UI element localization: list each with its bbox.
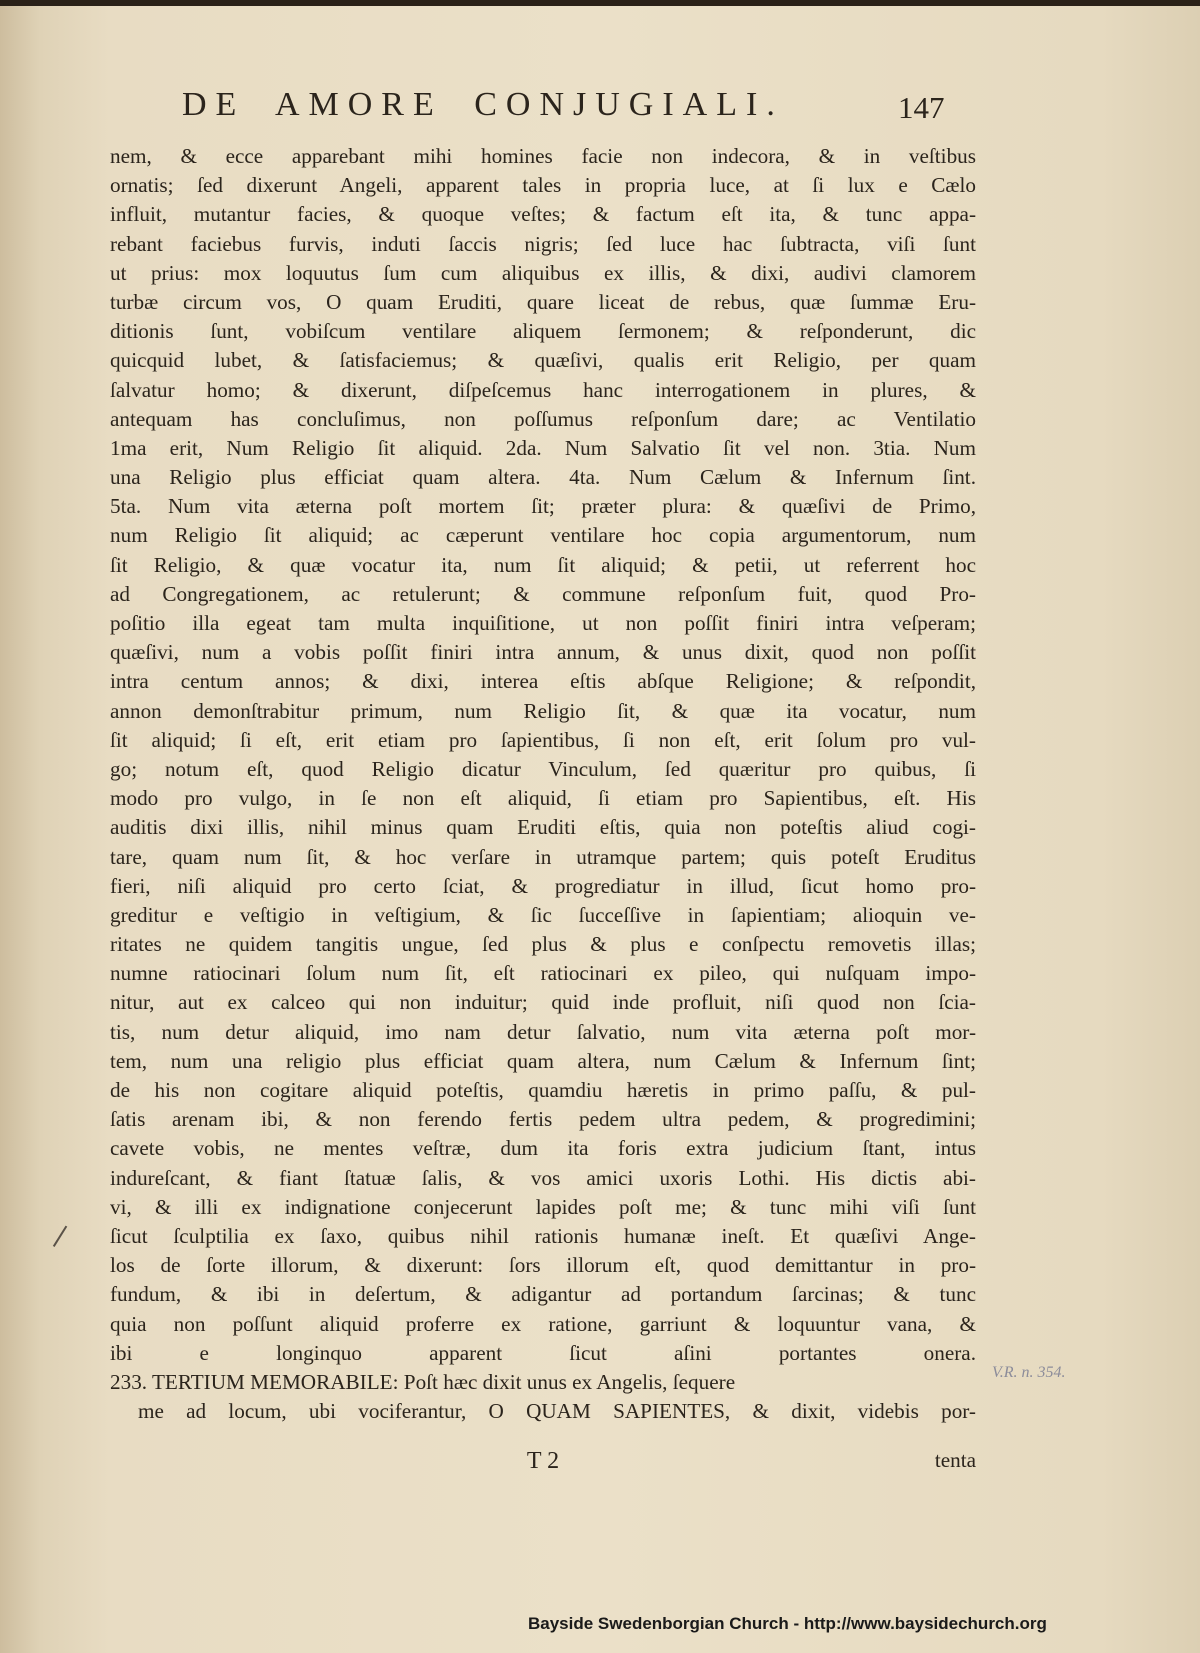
text-line: cavete vobis, ne mentes veſtræ, dum ita foris extra judicium ſtant, intus — [110, 1136, 976, 1161]
text-line: turbæ circum vos, O quam Eruditi, quare liceat de rebus, quæ ſummæ Eru- — [110, 289, 976, 314]
text-line: tem, num una religio plus efficiat quam altera, num Cælum & Infernum ſint; — [110, 1048, 976, 1073]
text-line: fieri, niſi aliquid pro certo ſciat, & progrediatur in illud, ſicut homo pro- — [110, 873, 976, 898]
text-line: nem, & ecce apparebant mihi homines facie non indecora, & in veſtibus — [110, 144, 976, 168]
page-number: 147 — [898, 90, 945, 125]
text-line: ut prius: mox loquutus ſum cum aliquibus ex illis, & dixi, audivi clamorem — [110, 260, 976, 285]
page-top-edge — [0, 0, 1200, 6]
margin-annotation: V.R. n. 354. — [992, 1364, 1066, 1381]
page-footer — [110, 1448, 976, 1478]
text-line: greditur e veſtigio in veſtigium, & ſic ſucceſſive in ſapientiam; alioquin ve- — [110, 902, 976, 927]
text-line: go; notum eſt, quod Religio dicatur Vinculum, ſed quæritur pro quibus, ſi — [110, 756, 976, 781]
text-line: de his non cogitare aliquid poteſtis, quamdiu hæretis in primo paſſu, & pul- — [110, 1078, 976, 1102]
text-line: 233. TERTIUM MEMORABILE: Poſt hæc dixit unus ex Angelis, ſequere — [110, 1369, 736, 1394]
text-line: ditionis ſunt, vobiſcum ventilare aliquem ſermonem; & reſponderunt, dic — [110, 319, 976, 344]
text-line: nitur, aut ex calceo qui non induitur; quid inde profluit, niſi quod non ſcia- — [110, 990, 976, 1015]
text-line: intra centum annos; & dixi, interea eſtis abſque Religione; & reſpondit, — [110, 669, 976, 694]
text-line: auditis dixi illis, nihil minus quam Eruditi eſtis, quia non poteſtis aliud cogi- — [110, 815, 976, 840]
text-line: quæſivi, num a vobis poſſit finiri intra annum, & unus dixit, quod non poſſit — [110, 640, 976, 665]
signature-mark: T 2 — [526, 1448, 560, 1474]
text-line: num Religio ſit aliquid; ac cæperunt ventilare hoc copia argumentorum, num — [110, 523, 976, 548]
text-line: quicquid lubet, & ſatisfaciemus; & quæſivi, qualis erit Religio, per quam — [110, 348, 976, 373]
text-line: ſatis arenam ibi, & non ferendo fertis pedem ultra pedem, & progredimini; — [110, 1107, 976, 1132]
text-line: vi, & illi ex indignatione conjecerunt lapides poſt me; & tunc mihi viſi ſunt — [110, 1194, 976, 1219]
text-line: 1ma erit, Num Religio ſit aliquid. 2da. Num Salvatio ſit vel non. 3tia. Num — [110, 435, 976, 460]
pencil-mark-icon — [53, 1226, 79, 1255]
text-line: tis, num detur aliquid, imo nam detur ſalvatio, num vita æterna poſt mor- — [110, 1019, 976, 1044]
text-line: rebant faciebus furvis, induti ſaccis nigris; ſed luce hac ſubtracta, viſi ſunt — [110, 231, 976, 256]
text-line: 5ta. Num vita æterna poſt mortem ſit; præter plura: & quæſivi de Primo, — [110, 494, 976, 519]
site-watermark: Bayside Swedenborgian Church - http://www.baysidechurch.org — [528, 1614, 1047, 1633]
section-heading-line: me ad locum, ubi vociferantur, O QUAM SAPIENTES, & dixit, videbis por- — [138, 1399, 976, 1424]
text-line: indureſcant, & fiant ſtatuæ ſalis, & vos amici uxoris Lothi. His dictis abi- — [110, 1165, 976, 1190]
text-line: quia non poſſunt aliquid proferre ex ratione, garriunt & loquuntur vana, & — [110, 1311, 976, 1336]
text-line: ſalvatur homo; & dixerunt, diſpeſcemus hanc interrogationem in plures, & — [110, 377, 976, 402]
text-line: antequam has concluſimus, non poſſumus reſponſum dare; ac Ventilatio — [110, 406, 976, 431]
text-line: ſit Religio, & quæ vocatur ita, num ſit aliquid; & petii, ut referrent hoc — [110, 552, 976, 577]
text-line: ornatis; ſed dixerunt Angeli, apparent tales in propria luce, at ſi lux e Cælo — [110, 173, 976, 198]
text-line: tare, quam num ſit, & hoc verſare in utramque partem; quis poteſt Eruditus — [110, 844, 976, 869]
text-line: ſit aliquid; ſi eſt, erit etiam pro ſapientibus, ſi non eſt, erit ſolum pro vul- — [110, 727, 976, 752]
catchword: tenta — [934, 1448, 976, 1472]
text-line: numne ratiocinari ſolum num ſit, eſt ratiocinari ex pileo, qui nuſquam impo- — [110, 961, 976, 986]
text-line: ritates ne quidem tangitis ungue, ſed plus & plus e conſpectu removetis illas; — [110, 932, 976, 957]
body-text — [110, 142, 976, 1455]
text-line: los de ſorte illorum, & dixerunt: ſors illorum eſt, quod demittantur in pro- — [110, 1253, 976, 1278]
text-line: ad Congregationem, ac retulerunt; & commune reſponſum fuit, quod Pro- — [110, 581, 976, 606]
text-line: poſitio illa egeat tam multa inquiſitione, ut non poſſit finiri intra veſperam; — [110, 611, 976, 635]
text-line: ibi e longinquo apparent ſicut aſini portantes onera. — [110, 1340, 976, 1365]
text-line: fundum, & ibi in deſertum, & adigantur ad portandum ſarcinas; & tunc — [110, 1282, 976, 1307]
text-line: modo pro vulgo, in ſe non eſt aliquid, ſi etiam pro Sapientibus, eſt. His — [110, 786, 976, 811]
text-line: annon demonſtrabitur primum, num Religio ſit, & quæ ita vocatur, num — [110, 698, 976, 723]
text-line: influit, mutantur facies, & quoque veſtes; & factum eſt ita, & tunc appa- — [110, 202, 976, 227]
text-line: ſicut ſculptilia ex ſaxo, quibus nihil rationis humanæ ineſt. Et quæſivi Ange- — [110, 1223, 976, 1248]
running-title: DE AMORE CONJUGIALI. — [182, 86, 784, 123]
text-line: una Religio plus efficiat quam altera. 4ta. Num Cælum & Infernum ſint. — [110, 465, 976, 490]
